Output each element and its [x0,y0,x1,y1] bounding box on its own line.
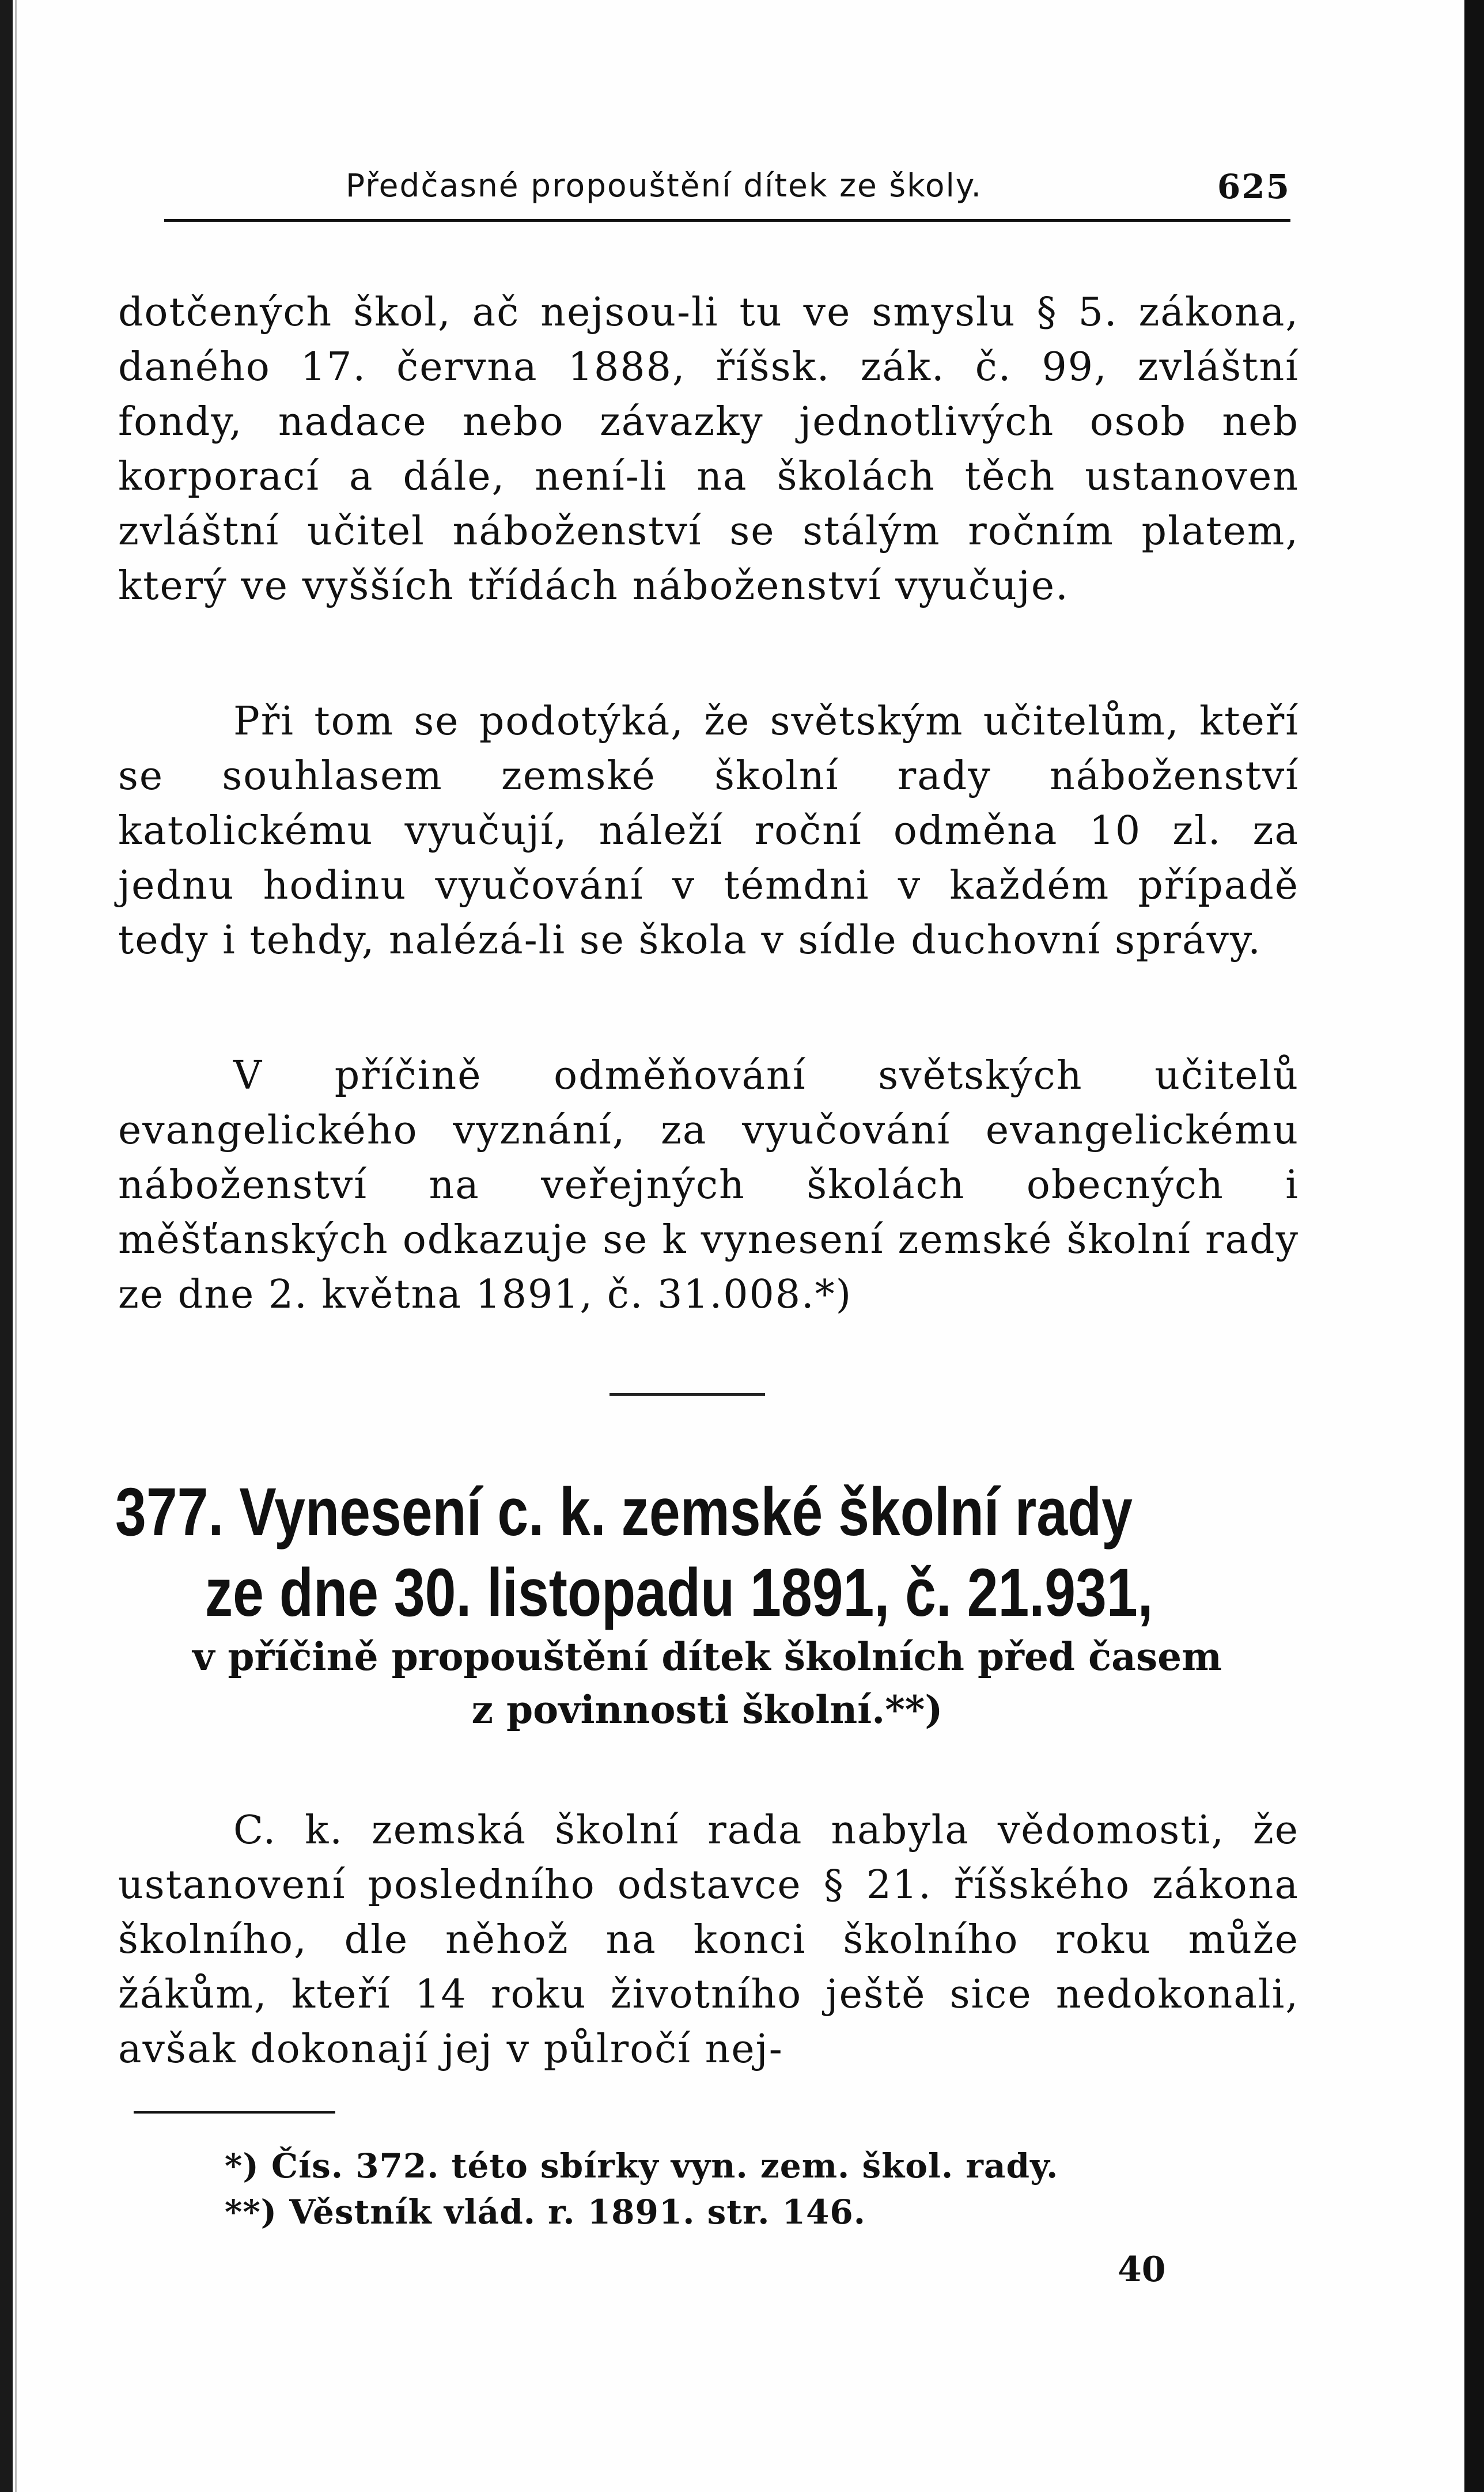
paragraph-4: C. k. zemská školní rada nabyla vědomosti, že ustanovení posledního odstavce § 21. říšského zákona školního, dle něhož na konci školního roku může žákům, kteří 14 roku životního ještě sice nedokonali, avšak dokonají jej v půlročí nej- [118,1808,1299,2072]
section-title-line-2: ze dne 30. listopadu 1891, č. 21.931, [205,1555,1153,1631]
scan-edge-right [1464,0,1484,2492]
scan-edge-left [0,0,13,2492]
section-subtitle-line-2: z povinnosti školní.**) [471,1687,943,1732]
section-subtitle [115,1630,1299,1736]
footnote-rule [134,2111,335,2114]
section-title [115,1472,1298,1633]
section-subtitle-line-1: v příčině propouštění dítek školních před časem [192,1634,1222,1679]
running-title: Předčasné propouštění dítek ze školy. [346,167,982,204]
paragraph-1: dotčených škol, ač nejsou-li tu ve smyslu § 5. zákona, daného 17. června 1888, říšsk. zák. č. 99, zvláštní fondy, nadace nebo závazky jednotlivých osob neb korporací a dále, není-li na školách těch ustanoven zvláštní učitel náboženství se stálým ročním platem, který ve vyšších třídách náboženství vyučuje. [118,290,1299,609]
scan-edge-line [15,0,17,2492]
paragraph-2: Při tom se podotýká, že světským učitelům, kteří se souhlasem zemské školní rady náboženství katolickému vyučují, náleží roční odměna 10 zl. za jednu hodinu vyučování v témdni v každém případě tedy i tehdy, nalézá-li se škola v sídle duchovní správy. [118,699,1299,963]
footnote-2: **) Věstník vlád. r. 1891. str. 146. [225,2192,866,2232]
section-separator [610,1393,765,1396]
footnotes [225,2143,1262,2235]
page-number: 625 [1217,167,1290,206]
page-header [346,167,1290,213]
paragraph-3: V příčině odměňování světských učitelů evangelického vyznání, za vyučování evangelickému náboženství na veřejných školách obecných i měšťanských odkazuje se k vynesení zemské školní rady ze dne 2. května 1891, č. 31.008.*) [118,1053,1299,1317]
footnote-1: *) Čís. 372. této sbírky vyn. zem. škol. rady. [225,2146,1059,2186]
section-title-line-1: 377. Vynesení c. k. zemské školní rady [115,1474,1133,1550]
header-rule [164,219,1290,222]
signature-mark: 40 [1118,2249,1166,2290]
